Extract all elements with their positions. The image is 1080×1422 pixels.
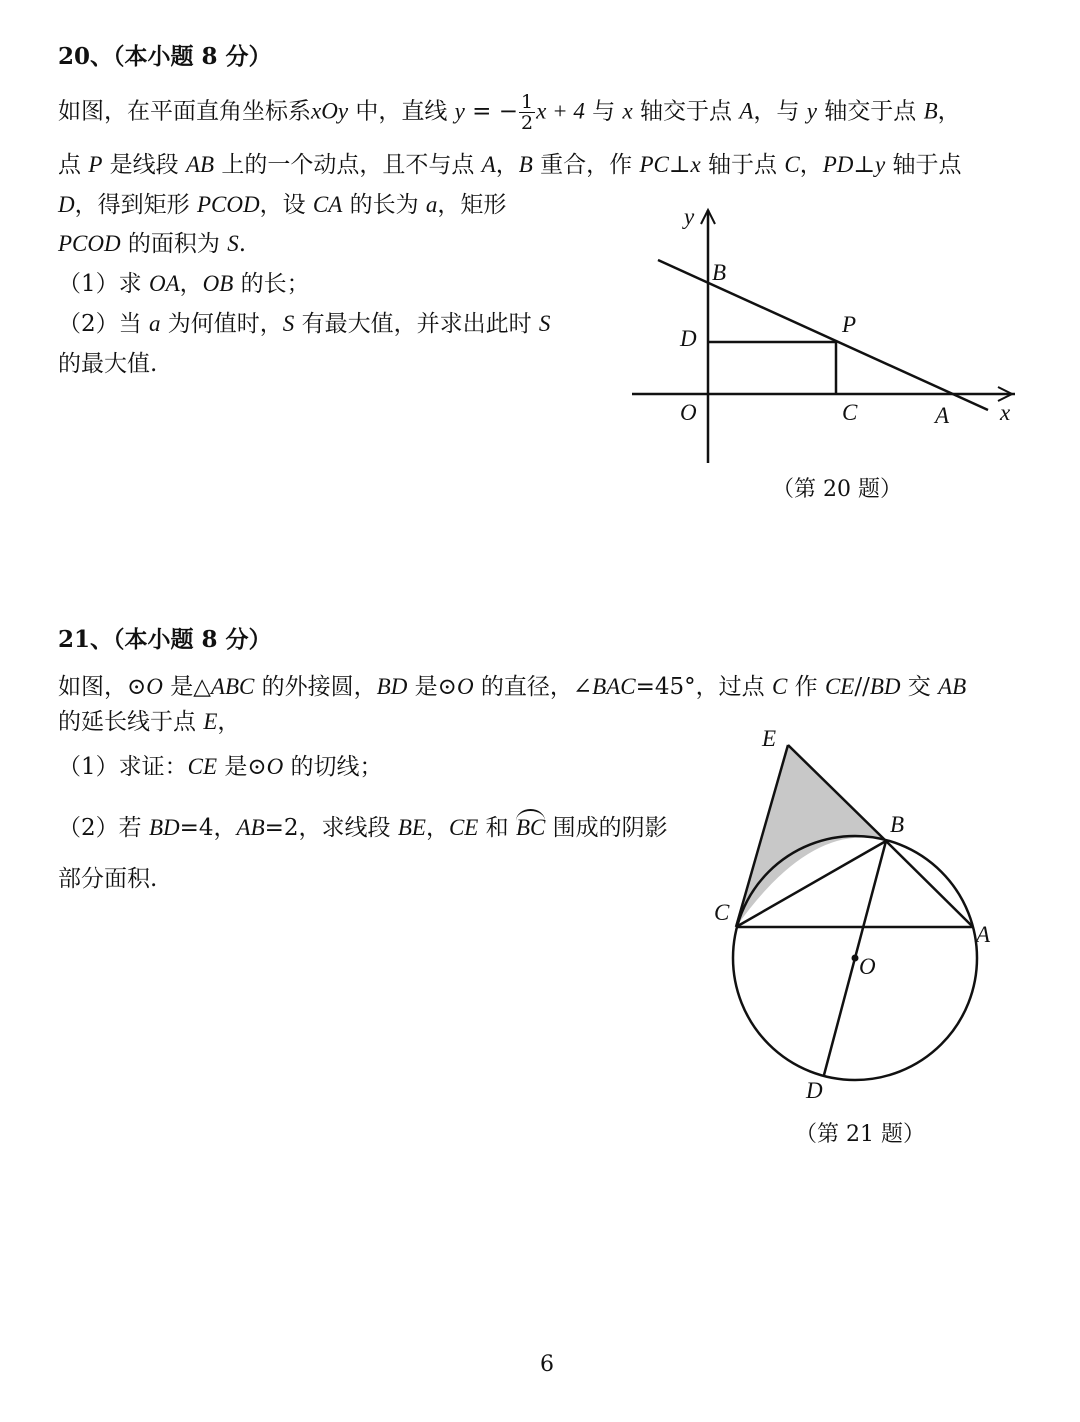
m: OA <box>148 271 180 296</box>
m: BD <box>376 674 408 699</box>
t: ，矩形 <box>437 192 507 218</box>
q20-t3: ，与 <box>753 98 807 125</box>
q21-part1 <box>58 752 383 782</box>
t: 轴于点 <box>700 152 785 178</box>
m: a <box>425 192 438 217</box>
t: ， <box>217 709 241 735</box>
t: 交 <box>900 674 939 700</box>
q20-label-a: A <box>935 403 950 428</box>
m: OB <box>202 271 234 296</box>
t: 是△ <box>162 674 211 700</box>
m: PC <box>639 152 669 177</box>
m: a <box>148 311 161 336</box>
t: 的外接圆， <box>254 674 377 700</box>
t: 点 <box>58 152 89 178</box>
t: 的延长线于点 <box>58 709 204 735</box>
m: PCOD <box>196 192 260 217</box>
m: AB <box>186 152 215 177</box>
m: CE <box>187 754 218 779</box>
q20-part1 <box>58 269 310 299</box>
t: // <box>854 674 870 700</box>
t: 围成的阴影 <box>545 815 668 841</box>
m: O <box>146 674 163 699</box>
q21-label-e: E <box>762 726 777 751</box>
t: . <box>238 231 247 257</box>
q21-header: 21、（本小题 8 分） <box>58 626 272 653</box>
t: 是⊙ <box>217 754 267 780</box>
q21-line2 <box>58 707 240 737</box>
t: =45°，过点 <box>635 674 772 700</box>
t: 的直径，∠ <box>473 674 593 700</box>
t: ⊥ <box>853 152 876 178</box>
t: 轴于点 <box>885 152 962 178</box>
m: ABC <box>210 674 255 699</box>
t: （2）当 <box>58 311 149 337</box>
q21-line1 <box>58 672 966 702</box>
t: 的面积为 <box>120 231 228 257</box>
m: BD <box>869 674 901 699</box>
t: （1）求 <box>58 271 149 297</box>
q21-center-dot <box>852 955 859 962</box>
q21-arc-bc: BC <box>516 813 545 843</box>
q20-label-c: C <box>842 400 858 425</box>
q20-label-x: x <box>1000 400 1011 425</box>
q20-line2 <box>58 150 962 180</box>
m: PCOD <box>58 231 121 256</box>
q21-part2-cont: 部分面积. <box>58 866 158 892</box>
m: E <box>203 709 218 734</box>
t: =4， <box>179 815 237 841</box>
t: 是⊙ <box>407 674 457 700</box>
m: PD <box>822 152 854 177</box>
t: 的长； <box>233 271 310 297</box>
q20-axis-y: y <box>806 98 817 124</box>
m: S <box>538 311 551 336</box>
m: C <box>784 152 800 177</box>
t: ， <box>799 152 823 178</box>
q20-header: 20、（本小题 8 分） <box>58 43 272 70</box>
q20-coord-name: xOy <box>311 98 349 124</box>
page-number: 6 <box>540 1352 554 1377</box>
q21-segment-ba <box>886 841 973 927</box>
t: ， <box>425 815 449 841</box>
m: O <box>456 674 474 699</box>
q20-eq-sign: = − <box>464 98 519 125</box>
t: 是线段 <box>102 152 186 178</box>
q20-part2 <box>58 309 550 339</box>
t: 作 <box>787 674 825 700</box>
m: CA <box>312 192 343 217</box>
q20-t5: ， <box>937 98 961 125</box>
t: ，设 <box>259 192 313 218</box>
t: ，得到矩形 <box>74 192 197 218</box>
q21-label-b: B <box>890 812 905 837</box>
m: A <box>481 152 496 177</box>
q20-eq-lhs: y <box>454 98 465 124</box>
t: 为何值时， <box>160 311 283 337</box>
m: AB <box>236 815 265 840</box>
t: 的长为 <box>342 192 426 218</box>
m: BAC <box>592 674 636 699</box>
q20-t1: 与 <box>584 98 623 125</box>
q21-part2 <box>58 813 668 843</box>
m: D <box>58 192 75 217</box>
m: B <box>518 152 533 177</box>
q20-eq-rest: x + 4 <box>536 98 585 124</box>
m: CE <box>448 815 479 840</box>
q20-fraction <box>519 92 535 133</box>
q21-label-a: A <box>976 922 991 947</box>
m: BE <box>397 815 426 840</box>
t: 如图，⊙ <box>58 674 147 700</box>
m: S <box>227 231 239 256</box>
q20-label-y: y <box>684 204 695 229</box>
q21-label-c: C <box>714 900 730 925</box>
q20-label-b: B <box>712 260 727 285</box>
q20-line3 <box>58 190 506 220</box>
q20-line4 <box>58 229 246 259</box>
t: =2，求线段 <box>264 815 398 841</box>
q20-axis-x: x <box>622 98 633 124</box>
q20-intro-line <box>58 92 961 133</box>
m: y <box>875 152 886 177</box>
t: ， <box>495 152 519 178</box>
t: （2）若 <box>58 815 149 841</box>
q20-part2-cont: 的最大值. <box>58 351 158 377</box>
t: 和 <box>478 815 516 841</box>
q20-label-o: O <box>680 400 697 425</box>
m: BD <box>148 815 180 840</box>
q21-label-d: D <box>806 1078 823 1103</box>
m: S <box>282 311 295 336</box>
m: O <box>266 754 284 779</box>
t: （1）求证： <box>58 754 188 780</box>
q20-label-d: D <box>680 326 697 351</box>
m: C <box>771 674 788 699</box>
q20-t2: 轴交于点 <box>632 98 740 125</box>
t: ， <box>179 271 203 297</box>
t: 的切线； <box>283 754 383 780</box>
q20-t4: 轴交于点 <box>816 98 924 125</box>
q20-pt-a: A <box>739 98 754 124</box>
q20-pt-b: B <box>923 98 938 124</box>
m: P <box>88 152 103 177</box>
q20-intro-text: 如图，在平面直角坐标系 <box>58 98 311 125</box>
t: ⊥ <box>668 152 691 178</box>
q20-caption: （第 20 题） <box>772 477 902 502</box>
t: 重合，作 <box>532 152 640 178</box>
q21-label-o: O <box>859 954 876 979</box>
m: AB <box>938 674 967 699</box>
q21-caption: （第 21 题） <box>795 1122 925 1147</box>
m: CE <box>824 674 855 699</box>
t: 上的一个动点，且不与点 <box>214 152 482 178</box>
q20-label-p: P <box>842 312 857 337</box>
t: 有最大值，并求出此时 <box>294 311 539 337</box>
q20-frac-num: 1 <box>521 91 534 113</box>
q21-figure <box>700 720 1020 1115</box>
m: x <box>690 152 701 177</box>
q20-frac-den: 2 <box>521 112 534 134</box>
q20-intro-mid: 中，直线 <box>348 98 455 125</box>
q20-figure <box>620 198 1040 478</box>
